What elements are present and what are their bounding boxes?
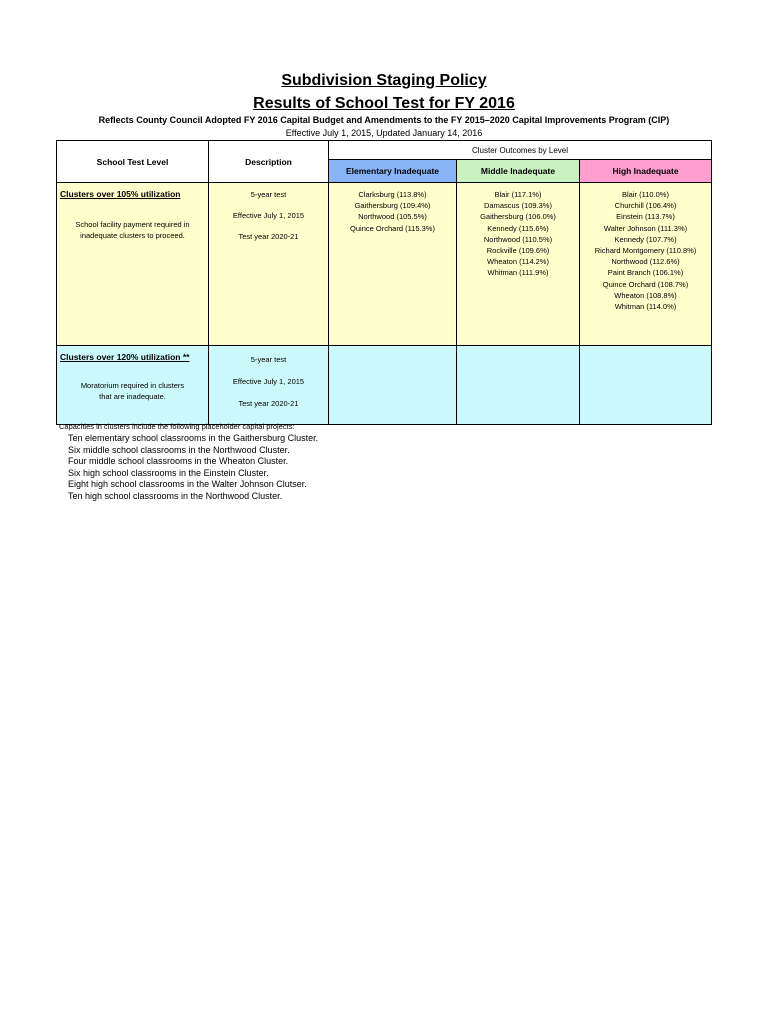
list-item: Clarksburg (113.8%) — [358, 190, 427, 199]
desc-effective: Effective July 1, 2015 — [232, 377, 305, 386]
list-item: Quince Orchard (108.7%) — [602, 279, 689, 289]
elementary-cell-105 — [329, 183, 457, 346]
level-title-105: Clusters over 105% utilization — [60, 189, 181, 199]
middle-cell-120 — [457, 346, 580, 425]
list-item: Northwood (105.5%) — [358, 212, 427, 222]
header-elementary-inadequate: Elementary Inadequate — [329, 160, 457, 183]
list-item: Gaithersburg (106.0%) — [480, 212, 556, 222]
list-item: Einstein (113.7%) — [616, 212, 675, 222]
list-item: Richard Montgomery (110.8%) — [594, 246, 697, 256]
school-test-table — [56, 140, 712, 425]
list-item: Whitman (114.0%) — [614, 302, 677, 312]
page-title: Subdivision Staging Policy — [281, 72, 487, 89]
level-note-105: School facility payment required in inadequate clusters to proceed. — [75, 220, 190, 240]
list-item: Wheaton (114.2%) — [487, 257, 549, 267]
table-row-105 — [57, 183, 712, 346]
high-cell-120 — [580, 346, 712, 425]
list-item: Paint Branch (106.1%) — [607, 268, 684, 278]
header-high-inadequate: High Inadequate — [580, 160, 712, 183]
footer-note: Capacities in clusters include the following placeholder capital projects: — [59, 422, 295, 431]
description-cell-120 — [209, 346, 329, 425]
table-row-120 — [57, 346, 712, 425]
header-cluster-outcomes: Cluster Outcomes by Level — [329, 141, 712, 160]
elementary-cell-120 — [329, 346, 457, 425]
list-item: Churchill (106.4%) — [614, 201, 677, 211]
high-cell-105 — [580, 183, 712, 346]
list-item: Northwood (110.5%) — [483, 234, 553, 244]
desc-test-type: 5-year test — [250, 355, 287, 364]
list-item: Blair (110.0%) — [622, 190, 669, 199]
header-middle-inadequate: Middle Inadequate — [457, 160, 580, 183]
list-item: Kennedy (107.7%) — [614, 234, 677, 244]
desc-test-type: 5-year test — [250, 190, 287, 199]
desc-test-year: Test year 2020-21 — [238, 399, 299, 408]
list-item: Rockville (109.6%) — [486, 246, 550, 256]
list-item: Wheaton (108.8%) — [614, 290, 677, 300]
middle-cell-105 — [457, 183, 580, 346]
list-item: Ten elementary school classrooms in the Gaithersburg Cluster. — [68, 433, 319, 443]
placeholder-projects-list — [68, 433, 318, 503]
level-cell-105 — [57, 183, 209, 346]
list-item: Ten high school classrooms in the Northwood Cluster. — [68, 490, 283, 501]
desc-effective: Effective July 1, 2015 — [232, 211, 305, 220]
list-item: Six high school classrooms in the Einstein Cluster. — [68, 467, 269, 478]
list-item: Quince Orchard (115.3%) — [350, 223, 435, 233]
list-item: Kennedy (115.6%) — [487, 223, 549, 233]
list-item: Six middle school classrooms in the Northwood Cluster. — [68, 444, 290, 455]
header-description: Description — [209, 141, 329, 183]
list-item: Damascus (109.3%) — [484, 201, 552, 211]
list-item: Eight high school classrooms in the Walter Johnson Clutser. — [68, 479, 307, 490]
list-item: Blair (117.1%) — [494, 190, 542, 199]
level-title-120: Clusters over 120% utilization ** — [60, 352, 190, 362]
header-school-test-level: School Test Level — [57, 141, 209, 183]
list-item: Northwood (112.6%) — [611, 257, 680, 267]
list-item: Four middle school classrooms in the Wheaton Cluster. — [68, 456, 289, 467]
cip-reference: Reflects County Council Adopted FY 2016 Capital Budget and Amendments to the FY 2015–2020 Capital Improvements Program (CIP) — [98, 115, 670, 125]
list-item: Walter Johnson (111.3%) — [603, 223, 688, 233]
list-item: Whitman (111.9%) — [487, 268, 549, 278]
effective-date: Effective July 1, 2015, Updated January 14, 2016 — [285, 128, 483, 138]
list-item: Gaithersburg (109.4%) — [354, 201, 431, 211]
desc-test-year: Test year 2020-21 — [238, 232, 299, 241]
page-subtitle: Results of School Test for FY 2016 — [253, 95, 515, 112]
level-note-120: Moratorium required in clusters that are inadequate. — [80, 381, 185, 401]
description-cell-105 — [209, 183, 329, 346]
level-cell-120 — [57, 346, 209, 425]
